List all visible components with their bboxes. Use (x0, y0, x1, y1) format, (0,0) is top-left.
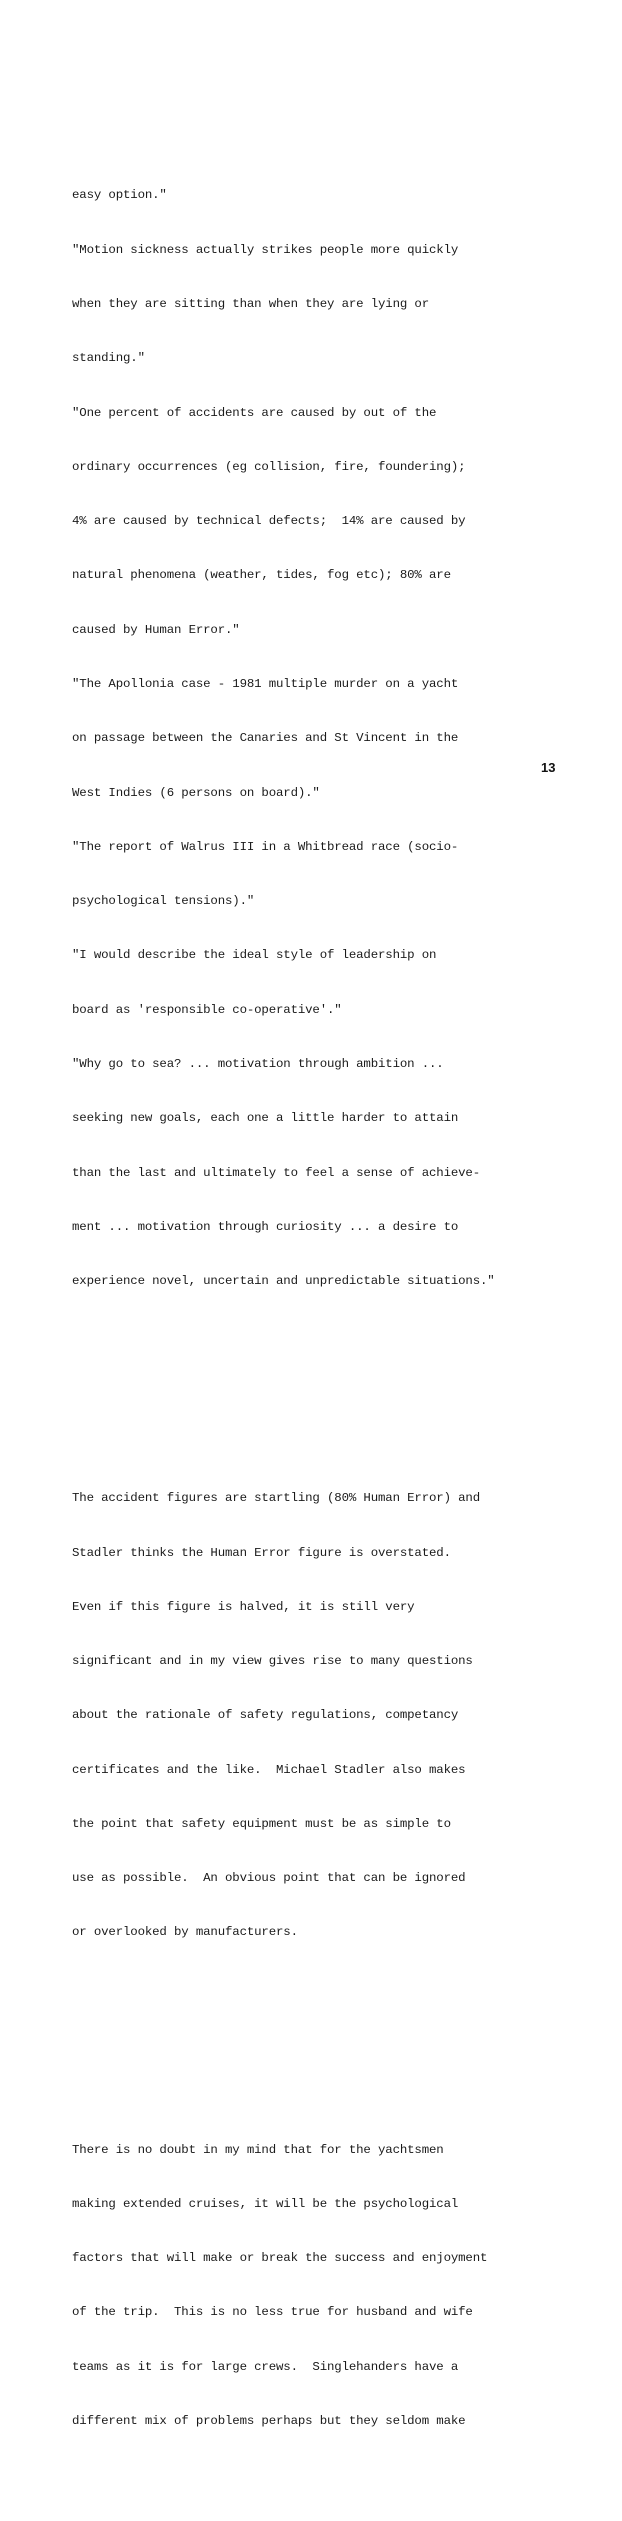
text-line: West Indies (6 persons on board)." (72, 785, 320, 800)
text-line: "Why go to sea? ... motivation through ambition ... (72, 1056, 444, 1071)
text-line: caused by Human Error." (72, 622, 240, 637)
text-line: experience novel, uncertain and unpredictable situations." (72, 1274, 495, 1289)
paragraph-gap (72, 1381, 572, 1399)
text-line: ordinary occurrences (eg collision, fire, foundering); (72, 459, 466, 474)
text-line: significant and in my view gives rise to many questions (72, 1654, 473, 1669)
text-line: "Motion sickness actually strikes people more quickly (72, 242, 459, 257)
text-line: when they are sitting than when they are lying or (72, 297, 429, 312)
text-line: seeking new goals, each one a little harder to attain (72, 1111, 459, 1126)
text-line: than the last and ultimately to feel a sense of achieve- (72, 1165, 480, 1180)
text-line: factors that will make or break the success and enjoyment (72, 2251, 488, 2266)
text-line: ment ... motivation through curiosity ... a desire to (72, 1219, 459, 1234)
text-line: on passage between the Canaries and St Vincent in the (72, 731, 459, 746)
text-line: use as possible. An obvious point that can be ignored (72, 1871, 466, 1886)
text-line: about the rationale of safety regulations, competancy (72, 1708, 459, 1723)
text-line: "One percent of accidents are caused by out of the (72, 405, 437, 420)
text-line: There is no doubt in my mind that for the yachtsmen (72, 2142, 444, 2157)
page-number: 13 (541, 760, 556, 775)
text-line: or overlooked by manufacturers. (72, 1925, 298, 1940)
text-line: natural phenomena (weather, tides, fog etc); 80% are (72, 568, 451, 583)
text-line: standing." (72, 351, 145, 366)
text-line: Stadler thinks the Human Error figure is overstated. (72, 1545, 451, 1560)
text-line: Even if this figure is halved, it is still very (72, 1599, 415, 1614)
body-text (72, 96, 572, 2521)
text-line: "The report of Walrus III in a Whitbread race (socio- (72, 839, 459, 854)
text-line: The accident figures are startling (80% Human Error) and (72, 1491, 480, 1506)
text-line: "The Apollonia case - 1981 multiple murder on a yacht (72, 677, 459, 691)
text-line: "I would describe the ideal style of leadership on (72, 948, 437, 963)
paragraph-psychological-factors (72, 2104, 572, 2466)
text-line: board as 'responsible co-operative'." (72, 1002, 342, 1017)
text-line: making extended cruises, it will be the psychological (72, 2196, 459, 2211)
paragraph-gap (72, 2032, 572, 2050)
text-line: of the trip. This is no less true for husband and wife (72, 2305, 473, 2320)
text-line: 4% are caused by technical defects; 14% are caused by (72, 514, 466, 529)
paragraph-accident-figures (72, 1453, 572, 1978)
text-line: certificates and the like. Michael Stadler also makes (72, 1762, 466, 1777)
paragraph-quotes (72, 150, 572, 1326)
text-line: teams as it is for large crews. Singlehanders have a (72, 2359, 459, 2374)
text-line: the point that safety equipment must be as simple to (72, 1816, 451, 1831)
text-line: easy option." (72, 188, 167, 203)
text-line: different mix of problems perhaps but they seldom make (72, 2414, 466, 2428)
text-line: psychological tensions)." (72, 894, 255, 909)
